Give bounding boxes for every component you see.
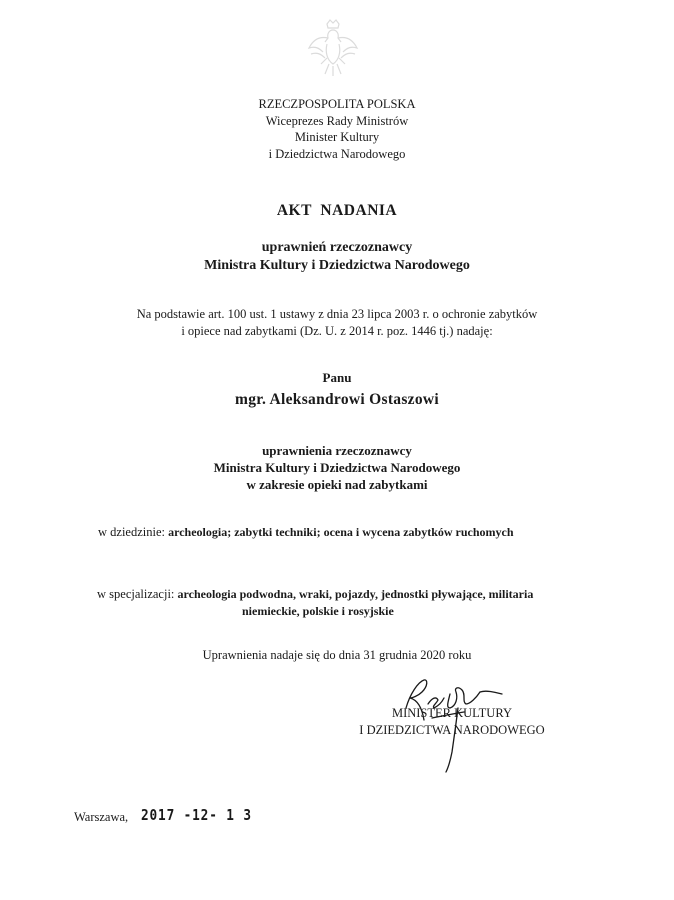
grant-line-2: Ministra Kultury i Dziedzictwa Narodowego bbox=[213, 460, 461, 475]
specialization-value-line-1: archeologia podwodna, wraki, pojazdy, jednostki pływające, militaria bbox=[177, 587, 534, 601]
specialization bbox=[97, 586, 577, 619]
issue-date-stamp: 2017 -12- 1 3 bbox=[141, 806, 252, 824]
handwritten-signature bbox=[392, 668, 522, 778]
legal-basis bbox=[0, 306, 674, 339]
header-position: Wiceprezes Rady Ministrów bbox=[265, 113, 409, 128]
issuing-authority bbox=[0, 96, 674, 162]
recipient-name: mgr. Aleksandrowi Ostaszowi bbox=[234, 391, 440, 408]
issue-place: Warszawa, bbox=[74, 810, 129, 824]
document-subtitle bbox=[0, 239, 674, 275]
intro-line-2: i opiece nad zabytkami (Dz. U. z 2014 r. poz. 1446 tj.) nadaję: bbox=[181, 323, 493, 338]
subtitle-line-1: uprawnień rzeczoznawcy bbox=[261, 240, 413, 255]
header-ministry: Minister Kultury bbox=[294, 130, 380, 144]
field-label: w dziedzinie: bbox=[98, 525, 165, 539]
signatory-line-1: MINISTER KULTURY bbox=[391, 706, 513, 720]
field-of-expertise bbox=[98, 525, 514, 540]
grant-line-1: uprawnienia rzeczoznawcy bbox=[262, 443, 412, 458]
signatory-line-2: I DZIEDZICTWA NARODOWEGO bbox=[359, 722, 545, 737]
eagle-emblem-icon bbox=[305, 18, 361, 78]
intro-line-1: Na podstawie art. 100 ust. 1 ustawy z dnia 23 lipca 2003 r. o ochronie zabytków bbox=[136, 307, 538, 321]
granted-rights bbox=[0, 442, 674, 493]
recipient-salutation: Panu bbox=[322, 370, 352, 385]
subtitle-line-2: Ministra Kultury i Dziedzictwa Narodowego bbox=[204, 258, 470, 273]
specialization-value-line-2: niemieckie, polskie i rosyjskie bbox=[242, 603, 394, 618]
header-ministry-cont: i Dziedzictwa Narodowego bbox=[268, 146, 406, 161]
header-country: RZECZPOSPOLITA POLSKA bbox=[258, 97, 416, 111]
document-title: AKT NADANIA bbox=[276, 202, 398, 219]
grant-line-3: w zakresie opieki nad zabytkami bbox=[246, 477, 428, 492]
specialization-label: w specjalizacji: bbox=[97, 587, 175, 601]
validity-statement: Uprawnienia nadaje się do dnia 31 grudnia 2020 roku bbox=[202, 648, 472, 662]
field-value: archeologia; zabytki techniki; ocena i wycena zabytków ruchomych bbox=[168, 525, 514, 539]
